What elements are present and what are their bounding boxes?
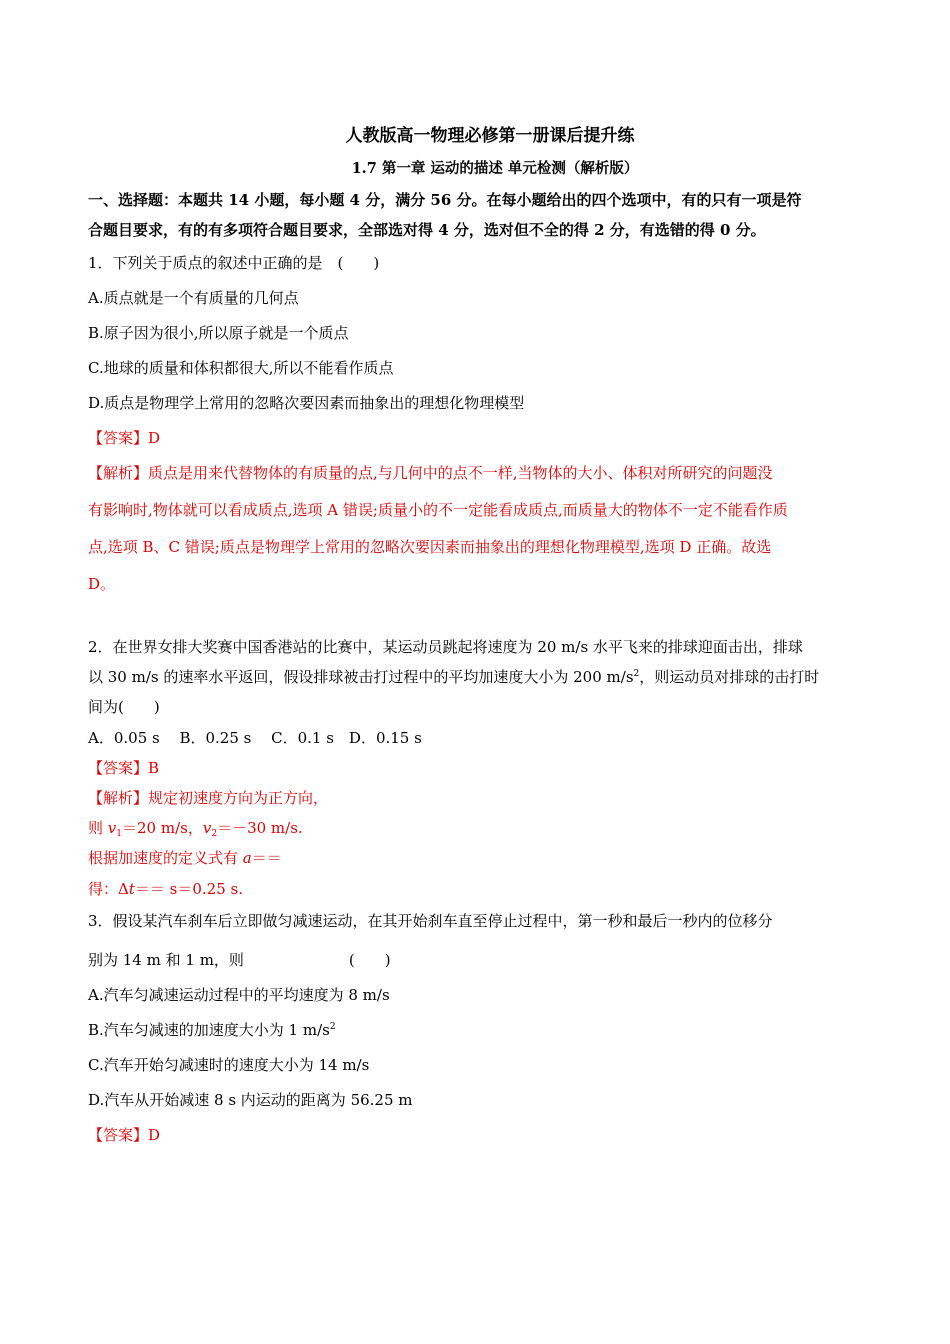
q1-analysis-line-2: 有影响时,物体就可以看成质点,选项 A 错误;质量小的不一定能看成质点,而质量大的物体不一定不能看作质	[88, 501, 788, 519]
q1-answer: 【答案】D	[88, 429, 161, 447]
q1-option-b: B.原子因为很小,所以原子就是一个质点	[88, 324, 349, 342]
q1-analysis-line-4: D。	[88, 575, 116, 593]
q2-options: A．0.05 s B．0.25 s C．0.1 s D．0.15 s	[88, 729, 422, 747]
q1-stem: 1．下列关于质点的叙述中正确的是 ( )	[88, 254, 380, 272]
q3-answer: 【答案】D	[88, 1126, 161, 1144]
section-instruction-line-1: 一、选择题：本题共 14 小题，每小题 4 分，满分 56 分。在每小题给出的四个选项中，有的只有一项是符	[88, 191, 802, 209]
q3-option-a: A.汽车匀减速运动过程中的平均速度为 8 m/s	[88, 986, 390, 1004]
q2-stem-line-3: 间为( )	[88, 698, 160, 716]
document-title: 人教版高一物理必修第一册课后提升练	[345, 126, 635, 146]
q2-analysis-line-1: 【解析】规定初速度方向为正方向，	[88, 789, 329, 807]
q2-analysis-line-3: 根据加速度的定义式有 a＝＝	[88, 849, 282, 867]
q3-option-b: B.汽车匀减速的加速度大小为 1 $m/s^2$	[88, 1021, 336, 1039]
q1-option-d: D.质点是物理学上常用的忽略次要因素而抽象出的理想化物理模型	[88, 394, 525, 412]
q1-analysis-line-3: 点,选项 B、C 错误;质点是物理学上常用的忽略次要因素而抽象出的理想化物理模型,选项 D 正确。故选	[88, 538, 772, 556]
q2-analysis-line-4: 得：Δt＝＝ s＝0.25 s.	[88, 880, 243, 898]
q1-option-a: A.质点就是一个有质量的几何点	[88, 289, 299, 307]
q2-stem-line-1: 2．在世界女排大奖赛中国香港站的比赛中，某运动员跳起将速度为 20 m/s 水平飞来的排球迎面击出，排球	[88, 638, 803, 656]
q2-stem-line-2: 以 30 m/s 的速率水平返回，假设排球被击打过程中的平均加速度大小为 200 $m/s^2$，则运动员对排球的击打时	[88, 668, 820, 686]
q3-stem-line-1: 3．假设某汽车刹车后立即做匀减速运动，在其开始刹车直至停止过程中，第一秒和最后一秒内的位移分	[88, 912, 773, 930]
q3-option-d: D.汽车从开始减速 8 s 内运动的距离为 56.25 m	[88, 1091, 413, 1109]
q3-option-c: C.汽车开始匀减速时的速度大小为 14 m/s	[88, 1056, 370, 1074]
section-instruction-line-2: 合题目要求，有的有多项符合题目要求，全部选对得 4 分，选对但不全的得 2 分，有选错的得 0 分。	[88, 221, 766, 239]
q2-analysis-line-2: 则 $v_1=20$ m/s，$v_2=-30$ m/s.	[88, 819, 303, 839]
q2-answer: 【答案】B	[88, 759, 160, 777]
q3-stem-line-2: 别为 14 m 和 1 m，则 ( )	[88, 951, 391, 969]
q1-analysis-line-1: 【解析】质点是用来代替物体的有质量的点,与几何中的点不一样,当物体的大小、体积对所研究的问题没	[88, 464, 773, 482]
document-subtitle: 1.7 第一章 运动的描述 单元检测（解析版）	[351, 160, 639, 177]
q1-option-c: C.地球的质量和体积都很大,所以不能看作质点	[88, 359, 394, 377]
